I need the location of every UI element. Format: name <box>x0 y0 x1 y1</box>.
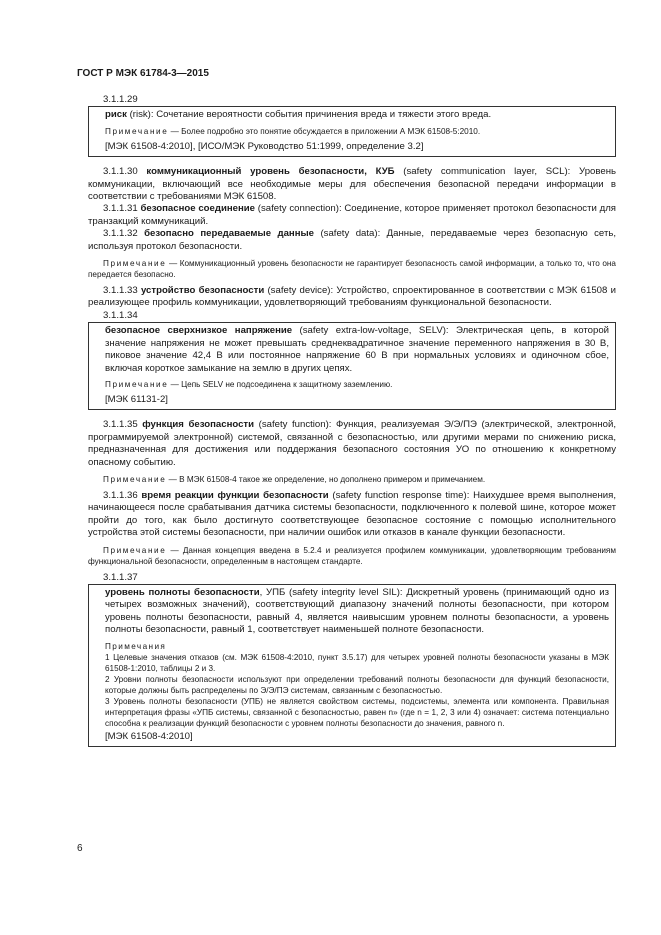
reference-29: [МЭК 61508-4:2010], [ИСО/МЭК Руководство 51:1999, определение 3.2] <box>105 140 424 152</box>
note-text-32: — Коммуникационный уровень безопасности не гарантирует безопасность самой информации, а только то, что она передается безопасно. <box>88 259 616 280</box>
definition-37: , УПБ (safety integrity level SIL): Дискретный уровень (принимающий одно из четырех возможных значений), соответствующий диапазону значений полноты безопасности, при котором уровень полноты безопасности, равный 4, является наивысшим уровнем полноты безопасности, а уровень полноты безопасности, равный 1, соответствует наименьшей полноте безопасности. <box>105 586 609 636</box>
note-label-32: Примечание <box>103 259 167 269</box>
definition-34: (safety extra-low-voltage, SELV): Электрическая цепь, в которой значение напряжения не может превышать среднеквадратичное значение переменного напряжения в 30 В, пиковое значение 42,4 В или постоянное напряжение 60 В при нормальных условиях и одиночном сбое, включая короткое замыкание на землю в других цепях. <box>105 325 610 374</box>
note-label-36: Примечание <box>103 545 167 555</box>
term-36: время реакции функции безопасности <box>141 489 329 501</box>
term-definition-31 <box>88 203 616 228</box>
term-number-29: 3.1.1.29 <box>103 94 138 105</box>
term-35: функция безопасности <box>142 419 255 431</box>
note-34 <box>105 379 609 390</box>
note-text-35: — В МЭК 61508-4 такое же определение, но дополнено примером и примечанием. <box>166 474 486 484</box>
definition-31: (safety connection): Соединение, которое применяет протокол безопасности для транзакций коммуникаций. <box>88 203 616 227</box>
term-definition-29 <box>105 109 609 121</box>
note-35 <box>88 474 616 485</box>
term-definition-32 <box>88 228 616 253</box>
term-definition-30 <box>88 166 616 203</box>
definition-36: (safety function response time): Наихудшее время выполнения, начинающееся после срабатывания датчика системы безопасности, подключенного к полевой шине, которое может пройти до того, как было достигнуто соответствующее безопасное состояние с помощью исполнительного устройства этой системы безопасности, при наличии ошибок или отказов в канале функции безопасности. <box>88 489 616 539</box>
term-number-37: 3.1.1.37 <box>103 571 138 583</box>
note-label-29: Примечание <box>105 126 169 136</box>
note-37-1: 1 Целевые значения отказов (см. МЭК 61508-4:2010, пункт 3.5.17) для четырех уровней полноты безопасности указаны в МЭК 61508-1:2010, таблицы 2 и 3. <box>105 652 609 673</box>
note-label-35: Примечание <box>103 474 167 484</box>
reference-37: [МЭК 61508-4:2010] <box>105 730 193 742</box>
note-37-3: 3 Уровень полноты безопасности (УПБ) не является свойством системы, подсистемы, элемента или компонента. Правильная интерпретация фразы «УПБ системы, связанной с безопасностью, равен n» (где n = 1, 2, 3 или 4) означает: система потенциально способна к реализации функций безопасности с уровнем полноты безопасности до значения, равного n. <box>105 696 609 728</box>
term-definition-37 <box>105 587 609 637</box>
term-33: устройство безопасности <box>140 285 265 297</box>
document-header: ГОСТ Р МЭК 61784-3—2015 <box>77 68 209 79</box>
term-box-37 <box>88 584 616 747</box>
term-definition-34 <box>105 325 609 375</box>
definition-29: (risk): Сочетание вероятности события причинения вреда и тяжести этого вреда. <box>126 109 492 121</box>
document-body <box>88 94 616 751</box>
definition-33: (safety device): Устройство, спроектированное в соответствии с МЭК 61508 и реализующее профиль коммуникации, удовлетворяющий требованиям функциональной безопасности. <box>88 285 616 309</box>
reference-34: [МЭК 61131-2] <box>105 393 168 405</box>
term-34: безопасное сверхнизкое напряжение <box>105 325 293 337</box>
term-31: безопасное соединение <box>140 203 256 215</box>
note-text-34: — Цепь SELV не подсоединена к защитному заземлению. <box>168 379 393 389</box>
definition-30: (safety communication layer, SCL): Уровень коммуникации, включающий все необходимые меры для обеспечения безопасной передачи информации в соответствии с требованиями МЭК 61508. <box>88 166 616 203</box>
term-number-36: 3.1.1.36 <box>103 489 142 501</box>
note-32 <box>88 258 616 280</box>
notes-37 <box>105 641 609 729</box>
term-box-29 <box>88 106 616 157</box>
definition-32: (safety data): Данные, передаваемые через безопасную сеть, используя протокол безопасности. <box>88 228 617 252</box>
term-box-34 <box>88 322 616 410</box>
term-definition-35 <box>88 419 616 469</box>
notes-label-37: Примечания <box>105 641 167 651</box>
note-37-2: 2 Уровни полноты безопасности используют при определении требований полноты безопасности для функций безопасности, которые должны быть распределены по Э/Э/ПЭ системам, связанным с безопасностью. <box>105 674 609 695</box>
term-29: риск <box>105 109 127 121</box>
term-30: коммуникационный уровень безопасности, КУБ <box>146 166 395 178</box>
term-definition-33 <box>88 285 616 310</box>
term-37: уровень полноты безопасности <box>105 586 260 598</box>
definition-35: (safety function): Функция, реализуемая Э/Э/ПЭ (электрической, электронной, программируемой электронной) системой, связанной с безопасностью, или другими мерами по снижению риска, предназначенная для достижения или поддержания безопасного состояния УО по отношению к конкретному опасному событию. <box>88 419 616 468</box>
term-32: безопасно передаваемые данные <box>144 228 315 240</box>
term-number-32: 3.1.1.32 <box>103 228 145 240</box>
term-number-35: 3.1.1.35 <box>103 419 143 431</box>
note-text-29: — Более подробно это понятие обсуждается в приложении А МЭК 61508-5:2010. <box>168 126 481 136</box>
term-number-31: 3.1.1.31 <box>103 203 141 215</box>
note-text-36: — Данная концепция введена в 5.2.4 и реализуется профилем коммуникации, удовлетворяющим требованиям функциональной безопасности, определенным в настоящем стандарте. <box>88 545 616 566</box>
term-definition-36 <box>88 490 616 540</box>
note-29 <box>105 126 609 137</box>
term-number-30: 3.1.1.30 <box>103 166 147 178</box>
term-number-34: 3.1.1.34 <box>103 309 138 321</box>
note-36 <box>88 545 616 567</box>
note-label-34: Примечание <box>105 379 169 389</box>
page-number: 6 <box>77 843 83 854</box>
term-number-33: 3.1.1.33 <box>103 285 141 297</box>
